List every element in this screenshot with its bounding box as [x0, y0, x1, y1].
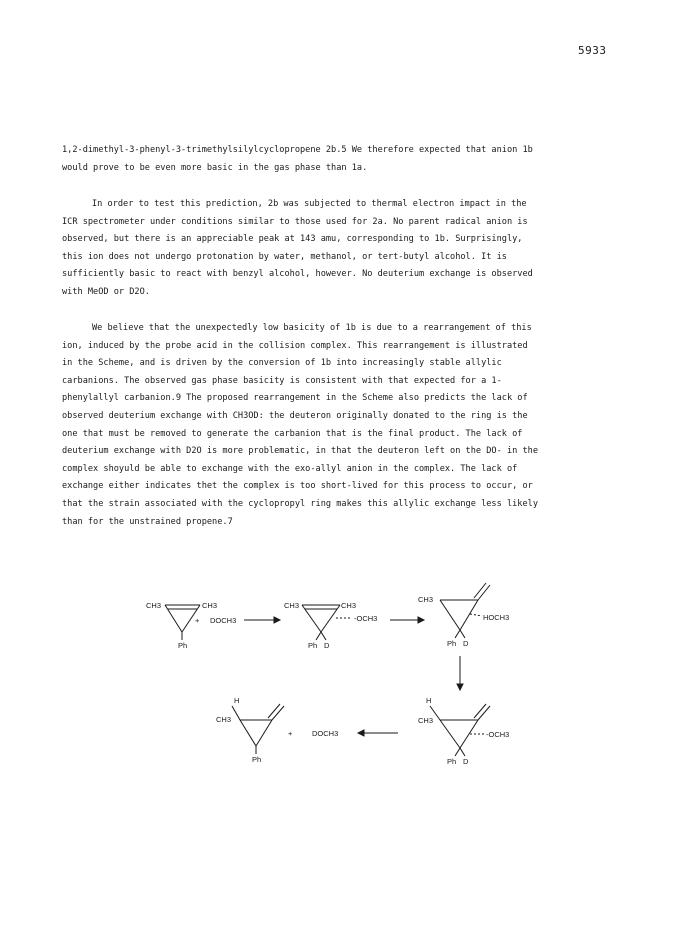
reaction-scheme: [0, 580, 680, 780]
phenyl-label: Ph: [308, 641, 318, 650]
text-line: would prove to be even more basic in the gas phase than 1a.: [62, 162, 368, 173]
methyl-label: CH3: [202, 601, 218, 610]
phenyl-label: Ph: [447, 639, 457, 648]
text-line: that the strain associated with the cyclopropyl ring makes this allylic exchange less likely: [62, 498, 538, 509]
methyl-label: CH3: [216, 715, 232, 724]
text-line: ion, induced by the probe acid in the collision complex. This rearrangement is illustrated: [62, 340, 528, 351]
product-label: DOCH3: [312, 729, 339, 738]
page-number: 5933: [578, 44, 607, 57]
text-line: complex shoyuld be able to exchange with the exo-allyl anion in the complex. The lack of: [62, 463, 518, 474]
phenyl-label: Ph: [178, 641, 188, 650]
text-line: 1,2-dimethyl-3-phenyl-3-trimethylsilylcyclopropene 2b.5 We therefore expected that anion 1b: [62, 145, 533, 155]
text-line: observed, but there is an appreciable peak at 143 amu, corresponding to 1b. Surprisingly,: [62, 234, 523, 245]
text-line: in the Scheme, and is driven by the conversion of 1b into increasingly stable allylic: [62, 358, 502, 369]
hydrogen-label: H: [234, 696, 240, 705]
methyl-label: CH3: [418, 716, 434, 725]
paragraph-3: [62, 320, 622, 531]
methyl-label: CH3: [146, 601, 162, 610]
phenyl-label: Ph: [447, 757, 457, 766]
paragraph-1: [62, 142, 622, 177]
reagent-label: DOCH3: [210, 616, 237, 625]
methyl-label: CH3: [341, 601, 357, 610]
text-line: with MeOD or D2O.: [62, 286, 150, 297]
text-line: sufficiently basic to react with benzyl alcohol, however. No deuterium exchange is observed: [62, 269, 533, 280]
plus-sign: +: [288, 729, 293, 738]
deuterium-label: D: [463, 757, 469, 766]
text-line: deuterium exchange with D2O is more problematic, in that the deuteron left on the DO- in the: [62, 446, 538, 457]
text-line: one that must be removed to generate the carbanion that is the final product. The lack of: [62, 428, 523, 439]
deuterium-label: D: [324, 641, 330, 650]
text-line: exchange either indicates thet the complex is too short-lived for this process to occur, or: [62, 481, 533, 492]
text-line: observed deuterium exchange with CH3OD: the deuteron originally donated to the ring is the: [62, 410, 528, 421]
plus-sign: +: [195, 616, 200, 625]
text-line: ICR spectrometer under conditions similar to those used for 2a. No parent radical anion is: [62, 216, 528, 227]
paragraph-2: [62, 196, 622, 302]
text-line: In order to test this prediction, 2b was subjected to thermal electron impact in the: [92, 199, 527, 209]
deuterium-label: D: [463, 639, 469, 648]
anion-label: -OCH3: [354, 614, 378, 623]
methanol-label: HOCH3: [483, 613, 510, 622]
phenyl-label: Ph: [252, 755, 262, 764]
methyl-label: CH3: [418, 595, 434, 604]
text-line: than for the unstrained propene.7: [62, 516, 233, 527]
anion-label: -OCH3: [486, 730, 510, 739]
methyl-label: CH3: [284, 601, 300, 610]
text-line: this ion does not undergo protonation by water, methanol, or tert-butyl alcohol. It is: [62, 251, 507, 262]
hydrogen-label: H: [426, 696, 432, 705]
text-line: carbanions. The observed gas phase basicity is consistent with that expected for a 1-: [62, 375, 502, 386]
text-line: phenylallyl carbanion.9 The proposed rearrangement in the Scheme also predicts the lack of: [62, 393, 528, 404]
text-line: We believe that the unexpectedly low basicity of 1b is due to a rearrangement of this: [92, 323, 532, 333]
